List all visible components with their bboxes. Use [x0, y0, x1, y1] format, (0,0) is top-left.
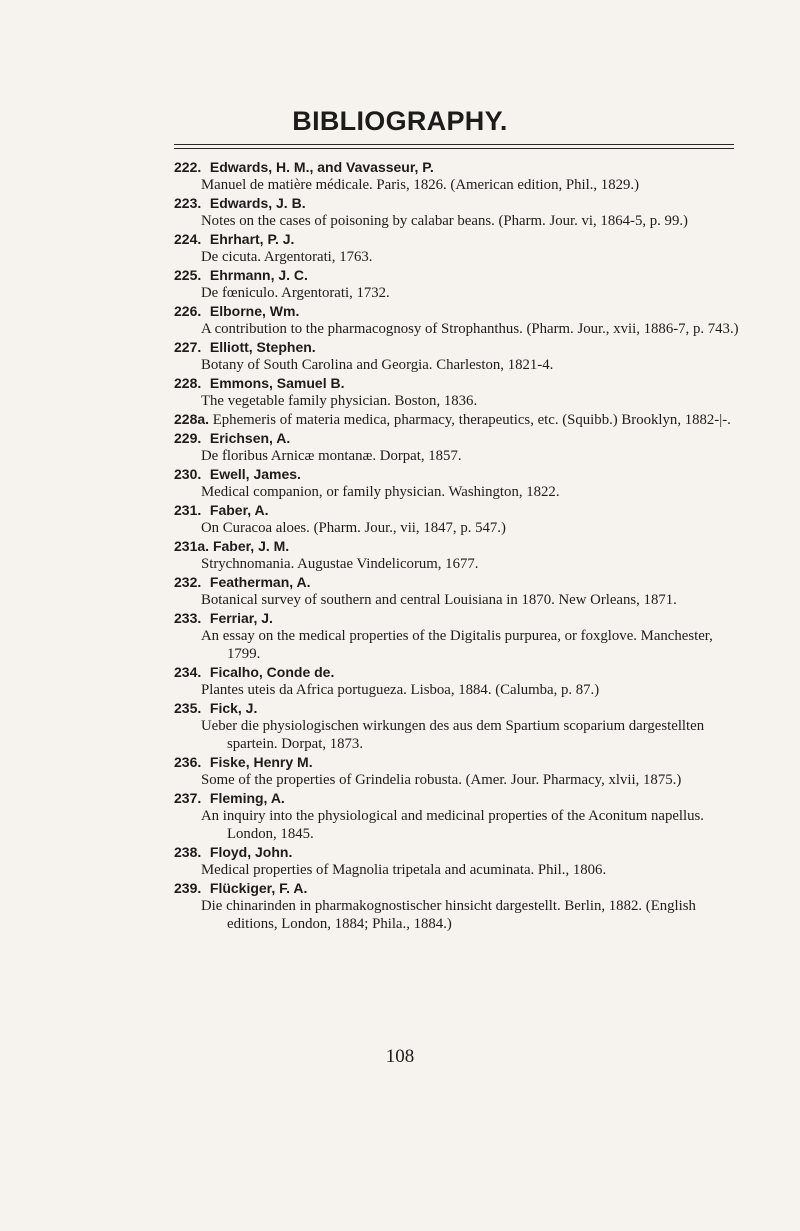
entry-author: Ehrhart, P. J.: [209, 231, 295, 247]
title-rule-top: [174, 144, 734, 145]
entry-224: [174, 230, 744, 266]
entry-226: [174, 302, 744, 338]
entry-number: 227.: [174, 339, 202, 355]
entry-author: Floyd, John.: [209, 844, 293, 860]
entry-text: Some of the properties of Grindelia robusta. (Amer. Jour. Pharmacy, xlvii, 1875.): [201, 772, 682, 788]
entry-text: De fœniculo. Argentorati, 1732.: [201, 285, 390, 301]
entry-author: Ferriar, J.: [209, 610, 273, 626]
entry-text: Medical properties of Magnolia tripetala and acuminata. Phil., 1806.: [201, 862, 607, 878]
entry-text: Die chinarinden in pharmakognostischer hinsicht dargestellt. Berlin, 1882. (English editions, London, 1884; Phila., 1884.): [201, 898, 696, 932]
entry-230: [174, 465, 744, 501]
entry-author: Fleming, A.: [209, 790, 285, 806]
entry-number: 232.: [174, 574, 202, 590]
entry-author: Erichsen, A.: [209, 430, 291, 446]
entry-number: 237.: [174, 790, 202, 806]
entry-225: [174, 266, 744, 302]
entry-author: Elborne, Wm.: [209, 303, 300, 319]
entry-text: Manuel de matière médicale. Paris, 1826. (American edition, Phil., 1829.): [201, 177, 640, 193]
entry-text: The vegetable family physician. Boston, 1836.: [201, 393, 478, 409]
entry-text: Botany of South Carolina and Georgia. Charleston, 1821-4.: [201, 357, 554, 373]
entry-text: On Curacoa aloes. (Pharm. Jour., vii, 1847, p. 547.): [201, 520, 506, 536]
entry-number: 231a.: [174, 538, 210, 554]
entry-text: An inquiry into the physiological and medicinal properties of the Aconitum napellus. London, 1845.: [201, 808, 704, 842]
entry-239: [174, 879, 744, 933]
entry-author: Flückiger, F. A.: [209, 880, 308, 896]
entry-author: Fick, J.: [209, 700, 258, 716]
title-rule-bottom: [174, 148, 734, 149]
entry-author: Emmons, Samuel B.: [209, 375, 345, 391]
entry-author: Ewell, James.: [209, 466, 301, 482]
entry-number: 226.: [174, 303, 202, 319]
entry-author: Faber, J. M.: [212, 538, 290, 554]
entry-number: 228.: [174, 375, 202, 391]
entry-author: Edwards, H. M., and Vavasseur, P.: [209, 159, 434, 175]
entry-232: [174, 573, 744, 609]
entry-237: [174, 789, 744, 843]
entry-text: Strychnomania. Augustae Vindelicorum, 1677.: [201, 556, 479, 572]
entry-number: 230.: [174, 466, 202, 482]
entry-author: Elliott, Stephen.: [209, 339, 316, 355]
entry-number: 233.: [174, 610, 202, 626]
entry-228: [174, 374, 744, 410]
entry-author: Edwards, J. B.: [209, 195, 306, 211]
entry-number: 225.: [174, 267, 202, 283]
entry-229: [174, 429, 744, 465]
entry-number: 229.: [174, 430, 202, 446]
entry-text: Ueber die physiologischen wirkungen des aus dem Spartium scoparium dargestellten spartein. Dorpat, 1873.: [201, 718, 705, 752]
entry-228a: [174, 410, 744, 429]
entry-number: 231.: [174, 502, 202, 518]
entry-number: 236.: [174, 754, 202, 770]
entry-text: Ephemeris of materia medica, pharmacy, therapeutics, etc. (Squibb.) Brooklyn, 1882-|-.: [212, 412, 731, 428]
page-title: BIBLIOGRAPHY.: [292, 106, 508, 136]
entry-author: Fiske, Henry M.: [209, 754, 313, 770]
entry-author: Ehrmann, J. C.: [209, 267, 308, 283]
entry-number: 238.: [174, 844, 202, 860]
entry-231: [174, 501, 744, 537]
entry-235: [174, 699, 744, 753]
entry-231a: [174, 537, 744, 573]
entry-text: De cicuta. Argentorati, 1763.: [201, 249, 373, 265]
entry-text: A contribution to the pharmacognosy of Strophanthus. (Pharm. Jour., xvii, 1886-7, p. 743.): [201, 321, 739, 337]
entry-227: [174, 338, 744, 374]
bibliography-list: [174, 158, 744, 933]
entry-author: Faber, A.: [209, 502, 269, 518]
entry-238: [174, 843, 744, 879]
entry-number: 235.: [174, 700, 202, 716]
entry-number: 239.: [174, 880, 202, 896]
entry-number: 228a.: [174, 411, 210, 427]
entry-author: Ficalho, Conde de.: [209, 664, 335, 680]
entry-number: 234.: [174, 664, 202, 680]
entry-text: Botanical survey of southern and central Louisiana in 1870. New Orleans, 1871.: [201, 592, 677, 608]
entry-text: De floribus Arnicæ montanæ. Dorpat, 1857.: [201, 448, 462, 464]
entry-text: Medical companion, or family physician. Washington, 1822.: [201, 484, 560, 500]
entry-236: [174, 753, 744, 789]
entry-234: [174, 663, 744, 699]
entry-text: An essay on the medical properties of the Digitalis purpurea, or foxglove. Manchester, 1799.: [201, 628, 713, 662]
entry-number: 223.: [174, 195, 202, 211]
entry-text: Plantes uteis da Africa portugueza. Lisboa, 1884. (Calumba, p. 87.): [201, 682, 600, 698]
page-number: 108: [385, 1046, 415, 1067]
entry-number: 222.: [174, 159, 202, 175]
entry-222: [174, 158, 744, 194]
entry-author: Featherman, A.: [209, 574, 311, 590]
entry-233: [174, 609, 744, 663]
entry-text: Notes on the cases of poisoning by calabar beans. (Pharm. Jour. vi, 1864-5, p. 99.): [201, 213, 688, 229]
entry-number: 224.: [174, 231, 202, 247]
entry-223: [174, 194, 744, 230]
